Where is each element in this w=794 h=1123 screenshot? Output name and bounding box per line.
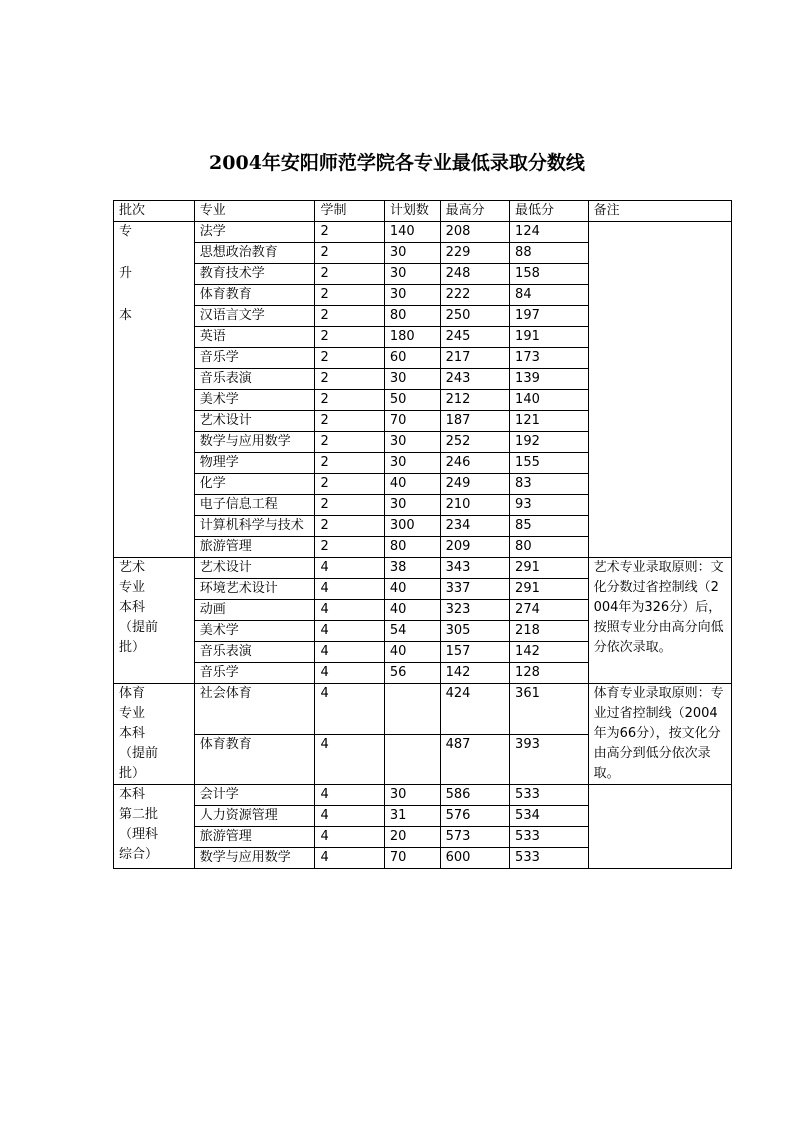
note-cell: 体育专业录取原则：专业过省控制线（2004年为66分），按文化分由高分到低分依次录取。	[588, 684, 731, 785]
major-cell: 英语	[194, 327, 315, 348]
plan-cell: 80	[384, 306, 440, 327]
years-cell: 2	[315, 264, 384, 285]
major-cell: 数学与应用数学	[194, 848, 315, 869]
batch-line: 专	[119, 224, 133, 239]
major-cell: 体育教育	[194, 285, 315, 306]
years-cell: 4	[315, 579, 384, 600]
min-cell: 192	[510, 432, 589, 453]
max-cell: 212	[440, 390, 509, 411]
major-cell: 美术学	[194, 621, 315, 642]
years-cell: 2	[315, 243, 384, 264]
major-cell: 音乐表演	[194, 369, 315, 390]
years-cell: 4	[315, 684, 384, 735]
max-cell: 246	[440, 453, 509, 474]
batch-line: 专业	[119, 706, 146, 721]
min-cell: 83	[510, 474, 589, 495]
min-cell: 274	[510, 600, 589, 621]
min-cell: 139	[510, 369, 589, 390]
min-cell: 85	[510, 516, 589, 537]
major-cell: 会计学	[194, 785, 315, 806]
plan-cell: 140	[384, 222, 440, 243]
max-cell: 252	[440, 432, 509, 453]
plan-cell	[384, 734, 440, 785]
max-cell: 187	[440, 411, 509, 432]
years-cell: 2	[315, 537, 384, 558]
years-cell: 2	[315, 285, 384, 306]
max-cell: 142	[440, 663, 509, 684]
plan-cell: 40	[384, 474, 440, 495]
plan-cell: 54	[384, 621, 440, 642]
note-cell	[588, 222, 731, 558]
years-cell: 4	[315, 642, 384, 663]
min-cell: 128	[510, 663, 589, 684]
header-cell-major: 专业	[194, 201, 315, 222]
years-cell: 4	[315, 785, 384, 806]
max-cell: 323	[440, 600, 509, 621]
min-cell: 124	[510, 222, 589, 243]
plan-cell: 40	[384, 642, 440, 663]
batch-line: 本科	[119, 726, 146, 741]
max-cell: 208	[440, 222, 509, 243]
min-cell: 191	[510, 327, 589, 348]
min-cell: 173	[510, 348, 589, 369]
batch-line: （提前	[119, 746, 159, 761]
min-cell: 534	[510, 806, 589, 827]
years-cell: 4	[315, 734, 384, 785]
min-cell: 291	[510, 579, 589, 600]
header-cell-max: 最高分	[440, 201, 509, 222]
major-cell: 美术学	[194, 390, 315, 411]
batch-cell	[114, 684, 195, 785]
min-cell: 361	[510, 684, 589, 735]
batch-line: 体育	[119, 686, 146, 701]
major-cell: 物理学	[194, 453, 315, 474]
years-cell: 2	[315, 411, 384, 432]
plan-cell: 180	[384, 327, 440, 348]
header-cell-years: 学制	[315, 201, 384, 222]
plan-cell: 40	[384, 600, 440, 621]
max-cell: 245	[440, 327, 509, 348]
min-cell: 197	[510, 306, 589, 327]
years-cell: 2	[315, 495, 384, 516]
years-cell: 2	[315, 369, 384, 390]
batch-line: 批）	[119, 766, 146, 781]
table-row	[114, 558, 732, 579]
header-cell-min: 最低分	[510, 201, 589, 222]
batch-cell	[114, 558, 195, 684]
min-cell: 533	[510, 827, 589, 848]
years-cell: 4	[315, 558, 384, 579]
plan-cell: 31	[384, 806, 440, 827]
header-cell-note: 备注	[588, 201, 731, 222]
max-cell: 573	[440, 827, 509, 848]
years-cell: 4	[315, 848, 384, 869]
max-cell: 217	[440, 348, 509, 369]
min-cell: 121	[510, 411, 589, 432]
plan-cell: 40	[384, 579, 440, 600]
years-cell: 4	[315, 621, 384, 642]
batch-line: 批）	[119, 640, 146, 655]
major-cell: 人力资源管理	[194, 806, 315, 827]
plan-cell: 30	[384, 285, 440, 306]
years-cell: 4	[315, 663, 384, 684]
years-cell: 4	[315, 827, 384, 848]
major-cell: 教育技术学	[194, 264, 315, 285]
min-cell: 88	[510, 243, 589, 264]
batch-line: 本科	[119, 600, 146, 615]
batch-spacer	[119, 242, 189, 264]
table-row	[114, 222, 732, 243]
years-cell: 4	[315, 806, 384, 827]
major-cell: 动画	[194, 600, 315, 621]
years-cell: 2	[315, 348, 384, 369]
major-cell: 计算机科学与技术	[194, 516, 315, 537]
min-cell: 158	[510, 264, 589, 285]
max-cell: 248	[440, 264, 509, 285]
plan-cell: 30	[384, 264, 440, 285]
min-cell: 291	[510, 558, 589, 579]
plan-cell: 30	[384, 432, 440, 453]
max-cell: 234	[440, 516, 509, 537]
max-cell: 210	[440, 495, 509, 516]
plan-cell: 38	[384, 558, 440, 579]
years-cell: 2	[315, 390, 384, 411]
max-cell: 600	[440, 848, 509, 869]
max-cell: 222	[440, 285, 509, 306]
header-cell-plan: 计划数	[384, 201, 440, 222]
major-cell: 法学	[194, 222, 315, 243]
min-cell: 533	[510, 785, 589, 806]
max-cell: 576	[440, 806, 509, 827]
batch-line: （提前	[119, 620, 159, 635]
years-cell: 2	[315, 432, 384, 453]
plan-cell: 30	[384, 453, 440, 474]
min-cell: 218	[510, 621, 589, 642]
plan-cell: 70	[384, 848, 440, 869]
max-cell: 157	[440, 642, 509, 663]
major-cell: 旅游管理	[194, 537, 315, 558]
batch-cell	[114, 222, 195, 558]
plan-cell: 30	[384, 785, 440, 806]
plan-cell: 30	[384, 243, 440, 264]
years-cell: 2	[315, 453, 384, 474]
major-cell: 思想政治教育	[194, 243, 315, 264]
plan-cell: 30	[384, 495, 440, 516]
major-cell: 音乐学	[194, 663, 315, 684]
plan-cell	[384, 684, 440, 735]
min-cell: 80	[510, 537, 589, 558]
score-table	[113, 200, 732, 869]
major-cell: 艺术设计	[194, 411, 315, 432]
min-cell: 533	[510, 848, 589, 869]
major-cell: 数学与应用数学	[194, 432, 315, 453]
batch-line: 升	[119, 266, 133, 281]
max-cell: 586	[440, 785, 509, 806]
min-cell: 393	[510, 734, 589, 785]
major-cell: 社会体育	[194, 684, 315, 735]
years-cell: 2	[315, 327, 384, 348]
table-header-row	[114, 201, 732, 222]
batch-line: 艺术	[119, 560, 146, 575]
note-cell: 艺术专业录取原则：文化分数过省控制线（2004年为326分）后，按照专业分由高分向低分依次录取。	[588, 558, 731, 684]
plan-cell: 80	[384, 537, 440, 558]
table-row	[114, 684, 732, 735]
major-cell: 体育教育	[194, 734, 315, 785]
major-cell: 艺术设计	[194, 558, 315, 579]
batch-line: 本科	[119, 787, 146, 802]
batch-line: 本	[119, 308, 133, 323]
note-cell	[588, 785, 731, 869]
table-row	[114, 785, 732, 806]
min-cell: 84	[510, 285, 589, 306]
years-cell: 2	[315, 306, 384, 327]
batch-cell	[114, 785, 195, 869]
major-cell: 音乐学	[194, 348, 315, 369]
max-cell: 229	[440, 243, 509, 264]
max-cell: 424	[440, 684, 509, 735]
plan-cell: 30	[384, 369, 440, 390]
batch-line: （理科	[119, 827, 159, 842]
header-cell-batch: 批次	[114, 201, 195, 222]
major-cell: 音乐表演	[194, 642, 315, 663]
major-cell: 电子信息工程	[194, 495, 315, 516]
major-cell: 汉语言文学	[194, 306, 315, 327]
batch-line: 第二批	[119, 807, 159, 822]
plan-cell: 50	[384, 390, 440, 411]
max-cell: 305	[440, 621, 509, 642]
plan-cell: 60	[384, 348, 440, 369]
major-cell: 化学	[194, 474, 315, 495]
min-cell: 142	[510, 642, 589, 663]
max-cell: 337	[440, 579, 509, 600]
years-cell: 2	[315, 222, 384, 243]
batch-spacer	[119, 284, 189, 306]
plan-cell: 20	[384, 827, 440, 848]
min-cell: 140	[510, 390, 589, 411]
max-cell: 243	[440, 369, 509, 390]
batch-line: 专业	[119, 580, 146, 595]
years-cell: 2	[315, 516, 384, 537]
major-cell: 旅游管理	[194, 827, 315, 848]
min-cell: 155	[510, 453, 589, 474]
max-cell: 343	[440, 558, 509, 579]
max-cell: 250	[440, 306, 509, 327]
years-cell: 4	[315, 600, 384, 621]
years-cell: 2	[315, 474, 384, 495]
plan-cell: 70	[384, 411, 440, 432]
plan-cell: 56	[384, 663, 440, 684]
max-cell: 249	[440, 474, 509, 495]
min-cell: 93	[510, 495, 589, 516]
batch-line: 综合）	[119, 847, 159, 862]
max-cell: 209	[440, 537, 509, 558]
major-cell: 环境艺术设计	[194, 579, 315, 600]
max-cell: 487	[440, 734, 509, 785]
page-title: 2004年安阳师范学院各专业最低录取分数线	[209, 152, 585, 174]
plan-cell: 300	[384, 516, 440, 537]
